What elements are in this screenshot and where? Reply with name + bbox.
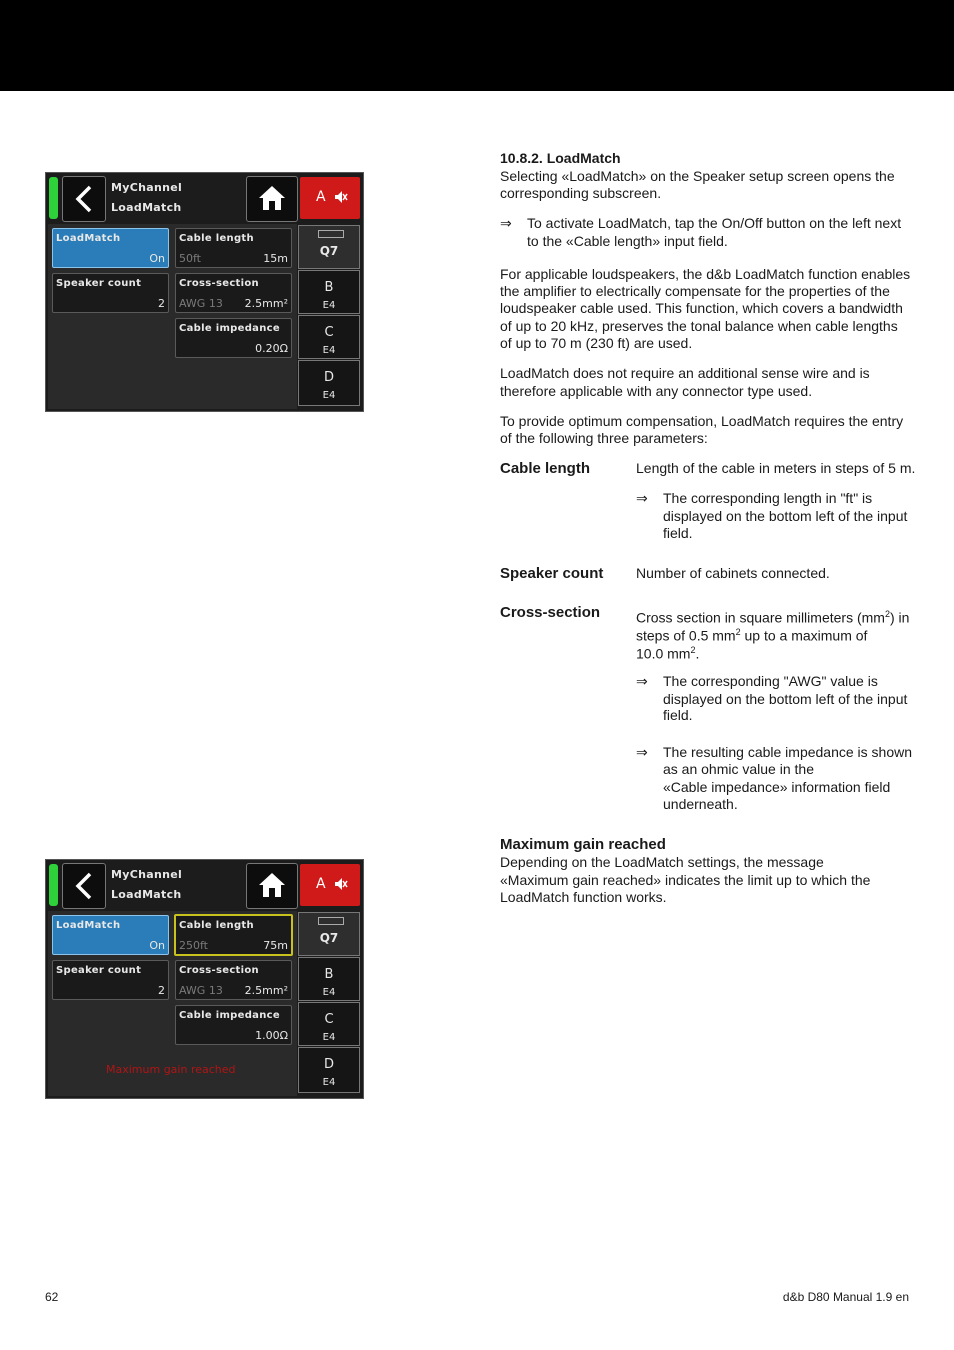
- speaker-count-value: 2: [158, 984, 165, 997]
- document-name: d&b D80 Manual 1.9 en: [782, 1290, 909, 1304]
- side-tab-d[interactable]: [298, 1047, 360, 1093]
- cable-length-field[interactable]: [175, 228, 292, 268]
- note-line: field.: [663, 525, 693, 541]
- side-tab-label: D: [323, 370, 334, 385]
- loadmatch-value: On: [149, 939, 165, 952]
- mute-icon: [334, 190, 348, 204]
- battery-icon: [318, 230, 344, 238]
- speaker-count-value: 2: [158, 297, 165, 310]
- home-icon: [258, 872, 286, 898]
- side-tab-label: D: [323, 1057, 334, 1072]
- note-line: displayed on the bottom left of the input: [663, 691, 908, 707]
- para-line: the amplifier to electrically compensate for the properties of the: [500, 283, 890, 299]
- note-line: The resulting cable impedance is shown: [663, 744, 913, 760]
- header-bar: [0, 0, 954, 91]
- home-button[interactable]: [246, 176, 298, 222]
- side-tab-label: B: [324, 967, 334, 982]
- arrow-icon: ⇒: [636, 744, 648, 760]
- cable-impedance-value: 0.20Ω: [255, 342, 288, 355]
- speaker-count-label: Speaker count: [56, 278, 142, 289]
- loadmatch-toggle[interactable]: [52, 915, 169, 955]
- side-tab-sub: E4: [322, 300, 336, 311]
- side-tab-sub: E4: [322, 1032, 336, 1043]
- speaker-count-label: Speaker count: [56, 965, 142, 976]
- param-term-cross-section: Cross-section: [500, 604, 601, 621]
- cable-length-field[interactable]: [174, 914, 293, 956]
- param-desc-line: Cross section in square millimeters $(mm^2)$ in: [636, 609, 910, 626]
- para-line: LoadMatch does not require an additional sense wire and is: [500, 365, 870, 381]
- status-indicator: [49, 177, 58, 219]
- note-line: field.: [663, 707, 693, 723]
- cable-impedance-value: 1.00Ω: [255, 1029, 288, 1042]
- cross-section-mm: 2.5mm²: [244, 297, 288, 310]
- cross-section-mm: 2.5mm²: [244, 984, 288, 997]
- note-line: underneath.: [663, 796, 738, 812]
- intro-line: corresponding subscreen.: [500, 185, 662, 201]
- side-tab-label: B: [324, 280, 334, 295]
- side-tab-d[interactable]: [298, 360, 360, 406]
- battery-icon: [318, 917, 344, 925]
- cross-section-awg: AWG 13: [179, 984, 223, 997]
- page-number: 62: [45, 1290, 59, 1304]
- screen-title: MyChannel: [111, 868, 183, 881]
- cross-section-field[interactable]: [175, 960, 292, 1000]
- note-line: displayed on the bottom left of the input: [663, 508, 908, 524]
- side-tab-label: Q7: [319, 244, 339, 258]
- status-indicator: [49, 864, 58, 906]
- arrow-icon: ⇒: [636, 673, 648, 689]
- param-desc-line: 10.0 $mm^2$.: [636, 645, 700, 662]
- screen-subtitle: LoadMatch: [111, 201, 182, 214]
- side-tab-c[interactable]: [298, 315, 360, 359]
- cross-section-field[interactable]: [175, 273, 292, 313]
- cable-length-m: 15m: [263, 252, 288, 265]
- max-gain-heading: Maximum gain reached: [500, 836, 666, 853]
- param-desc: Number of cabinets connected.: [636, 565, 830, 581]
- side-tab-label: C: [324, 325, 334, 340]
- channel-label: A: [316, 189, 326, 205]
- back-button[interactable]: [62, 863, 106, 909]
- cable-impedance-label: Cable impedance: [179, 1010, 280, 1021]
- para-line: therefore applicable with any connector type used.: [500, 383, 813, 399]
- step-line: To activate LoadMatch, tap the On/Off button on the left next: [527, 215, 902, 231]
- channel-a-button[interactable]: [300, 864, 360, 906]
- para-line: of up to 70 m (230 ft) are used.: [500, 335, 693, 351]
- channel-label: A: [316, 876, 326, 892]
- side-tab-sub: E4: [322, 1077, 336, 1088]
- side-tab-q7[interactable]: [298, 225, 360, 269]
- arrow-icon: ⇒: [636, 490, 648, 506]
- side-tab-c[interactable]: [298, 1002, 360, 1046]
- loadmatch-label: LoadMatch: [56, 920, 121, 931]
- param-desc-line: steps of 0.5 $mm^2$ up to a maximum of: [636, 627, 868, 644]
- note-line: The corresponding length in "ft" is: [663, 490, 873, 506]
- param-term-speaker-count: Speaker count: [500, 565, 604, 582]
- max-gain-line: LoadMatch function works.: [500, 889, 667, 905]
- arrow-icon: ⇒: [500, 215, 512, 231]
- para-line: To provide optimum compensation, LoadMatch requires the entry: [500, 413, 904, 429]
- speaker-count-field[interactable]: [52, 273, 169, 313]
- side-tab-sub: E4: [322, 987, 336, 998]
- param-term-cable-length: Cable length: [500, 460, 591, 477]
- note-line: «Cable impedance» information field: [663, 779, 891, 795]
- note-line: as an ohmic value in the: [663, 761, 814, 777]
- side-tab-sub: E4: [322, 390, 336, 401]
- cross-section-label: Cross-section: [179, 965, 259, 976]
- chevron-left-icon: [72, 872, 96, 900]
- side-tab-b[interactable]: [298, 270, 360, 314]
- note-line: The corresponding "AWG" value is: [663, 673, 878, 689]
- channel-a-button[interactable]: [300, 177, 360, 219]
- intro-line: Selecting «LoadMatch» on the Speaker setup screen opens the: [500, 168, 895, 184]
- cable-length-ft: 50ft: [179, 252, 201, 265]
- screen-title: MyChannel: [111, 181, 183, 194]
- para-line: of the following three parameters:: [500, 430, 708, 446]
- screen-subtitle: LoadMatch: [111, 888, 182, 901]
- side-tab-label: C: [324, 1012, 334, 1027]
- para-line: of up to 20 kHz, preserves the tonal balance when cable lengths: [500, 318, 898, 334]
- section-heading: 10.8.2. LoadMatch: [500, 150, 621, 166]
- device-screen-loadmatch: [45, 172, 364, 412]
- side-tab-b[interactable]: [298, 957, 360, 1001]
- para-line: loudspeaker cable used. This function, which covers a bandwidth: [500, 300, 903, 316]
- side-tab-label: Q7: [319, 931, 339, 945]
- cross-section-awg: AWG 13: [179, 297, 223, 310]
- mute-icon: [334, 877, 348, 891]
- cable-length-ft: 250ft: [179, 939, 208, 952]
- loadmatch-toggle[interactable]: [52, 228, 169, 268]
- side-tab-q7[interactable]: [298, 912, 360, 956]
- para-line: For applicable loudspeakers, the d&b LoadMatch function enables: [500, 266, 911, 282]
- home-icon: [258, 185, 286, 211]
- step-line: to the «Cable length» input field.: [527, 233, 728, 249]
- param-desc: Length of the cable in meters in steps of 5 m.: [636, 460, 916, 476]
- speaker-count-field[interactable]: [52, 960, 169, 1000]
- cross-section-label: Cross-section: [179, 278, 259, 289]
- loadmatch-value: On: [149, 252, 165, 265]
- max-gain-warning: Maximum gain reached: [106, 1063, 236, 1076]
- home-button[interactable]: [246, 863, 298, 909]
- cable-impedance-field: [175, 1005, 292, 1045]
- cable-impedance-field: [175, 318, 292, 358]
- chevron-left-icon: [72, 185, 96, 213]
- back-button[interactable]: [62, 176, 106, 222]
- cable-length-label: Cable length: [179, 233, 254, 244]
- side-tab-sub: E4: [322, 345, 336, 356]
- device-screen-max-gain: [45, 859, 364, 1099]
- cable-length-m: 75m: [263, 939, 288, 952]
- loadmatch-label: LoadMatch: [56, 233, 121, 244]
- max-gain-line: «Maximum gain reached» indicates the limit up to which the: [500, 872, 871, 888]
- cable-impedance-label: Cable impedance: [179, 323, 280, 334]
- cable-length-label: Cable length: [179, 920, 254, 931]
- max-gain-line: Depending on the LoadMatch settings, the message: [500, 854, 824, 870]
